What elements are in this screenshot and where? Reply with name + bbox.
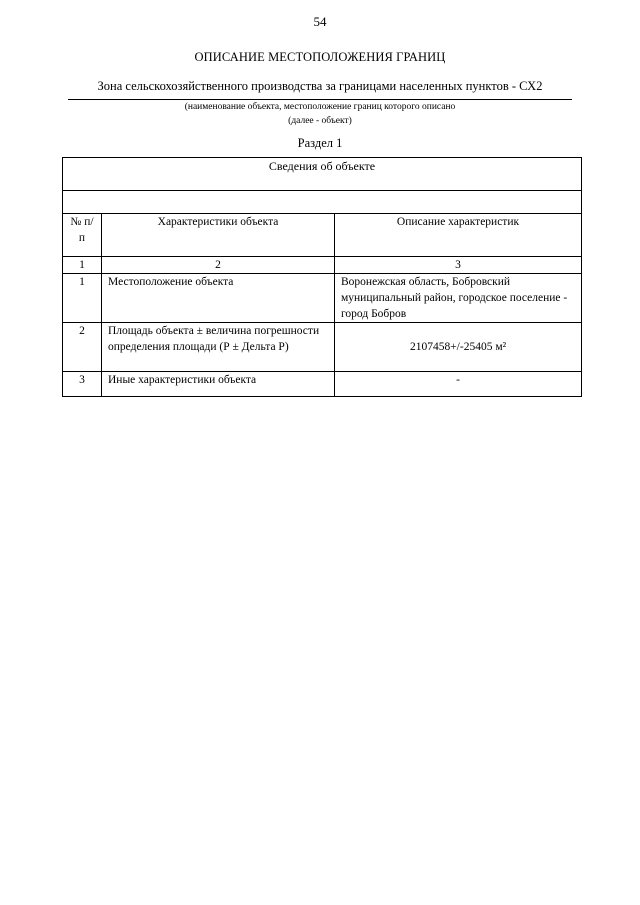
object-name-underline bbox=[68, 99, 572, 100]
section-title: Раздел 1 bbox=[297, 136, 343, 150]
row-number: 1 bbox=[63, 274, 102, 323]
column-header-number: № п/п bbox=[63, 214, 102, 257]
table-row bbox=[63, 274, 582, 323]
table-header: Сведения об объекте bbox=[63, 158, 582, 191]
object-name-caption-line2: (далее - объект) bbox=[288, 116, 352, 126]
column-number-1: 1 bbox=[63, 257, 102, 274]
row-characteristic: Площадь объекта ± величина погрешности определения площади (Р ± Дельта Р) bbox=[102, 323, 335, 372]
table-row bbox=[63, 372, 582, 397]
row-number: 3 bbox=[63, 372, 102, 397]
table-column-header-row bbox=[63, 214, 582, 257]
document-title: ОПИСАНИЕ МЕСТОПОЛОЖЕНИЯ ГРАНИЦ bbox=[194, 50, 446, 64]
row-description: - bbox=[335, 372, 582, 397]
table-spacer-row bbox=[63, 191, 582, 214]
table-spacer-cell bbox=[63, 191, 582, 214]
column-number-2: 2 bbox=[102, 257, 335, 274]
object-name: Зона сельскохозяйственного производства за границами населенных пунктов - СХ2 bbox=[97, 79, 543, 93]
object-info-table bbox=[62, 157, 582, 397]
table-row bbox=[63, 323, 582, 372]
column-header-description: Описание характеристик bbox=[335, 214, 582, 257]
column-number-3: 3 bbox=[335, 257, 582, 274]
row-description: Воронежская область, Бобровский муниципальный район, городское поселение - город Бобров bbox=[335, 274, 582, 323]
table-header-row bbox=[63, 158, 582, 191]
row-number: 2 bbox=[63, 323, 102, 372]
row-characteristic: Местоположение объекта bbox=[102, 274, 335, 323]
row-description: 2107458+/-25405 м² bbox=[335, 323, 582, 372]
table-column-number-row bbox=[63, 257, 582, 274]
column-header-characteristic: Характеристики объекта bbox=[102, 214, 335, 257]
page-number: 54 bbox=[313, 14, 327, 29]
row-characteristic: Иные характеристики объекта bbox=[102, 372, 335, 397]
object-name-caption-line1: (наименование объекта, местоположение границ которого описано bbox=[184, 102, 456, 112]
